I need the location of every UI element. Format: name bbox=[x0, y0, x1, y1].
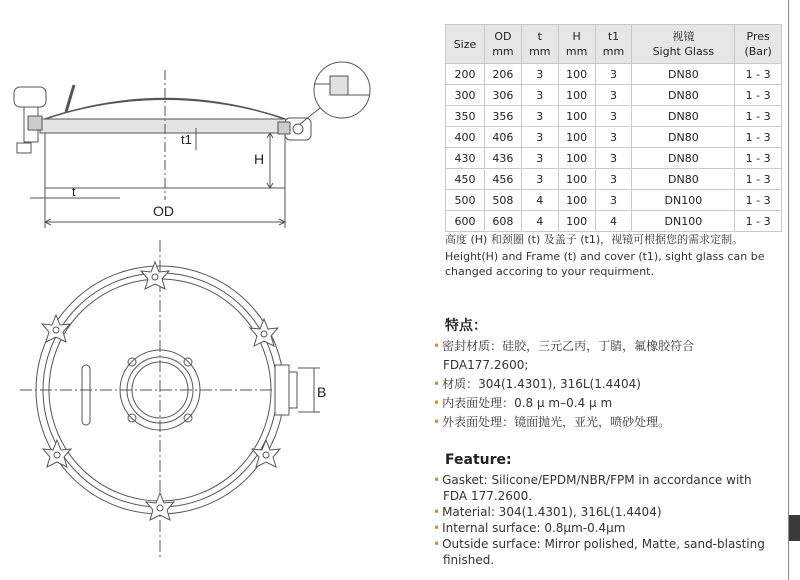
table-cell: 1 - 3 bbox=[735, 148, 782, 169]
feature-item bbox=[433, 472, 765, 488]
table-cell: 3 bbox=[595, 85, 632, 106]
feature-item bbox=[433, 337, 694, 356]
table-cell: 3 bbox=[595, 64, 632, 85]
feature-item bbox=[433, 488, 765, 504]
table-cell: 306 bbox=[485, 85, 522, 106]
table-cell: 1 - 3 bbox=[735, 190, 782, 211]
table-cell: 508 bbox=[485, 190, 522, 211]
table-cell: 450 bbox=[446, 169, 485, 190]
table-cell: DN80 bbox=[632, 169, 735, 190]
table-cell: DN80 bbox=[632, 106, 735, 127]
table-row bbox=[446, 106, 782, 127]
table-cell: 356 bbox=[485, 106, 522, 127]
table-cell: 1 - 3 bbox=[735, 106, 782, 127]
table-cell: 1 - 3 bbox=[735, 169, 782, 190]
table-cell: 3 bbox=[521, 127, 558, 148]
feature-item bbox=[433, 394, 694, 413]
feature-item bbox=[433, 413, 694, 432]
table-cell: DN80 bbox=[632, 148, 735, 169]
table-cell: 3 bbox=[521, 85, 558, 106]
label-t1: t1 bbox=[181, 132, 192, 147]
table-cell: DN100 bbox=[632, 190, 735, 211]
table-cell: 3 bbox=[595, 127, 632, 148]
feature-text: FDA177.2600; bbox=[443, 358, 529, 372]
table-cell: 100 bbox=[558, 64, 595, 85]
table-cell: 3 bbox=[595, 190, 632, 211]
feature-item bbox=[433, 520, 765, 536]
table-cell: 100 bbox=[558, 127, 595, 148]
table-row bbox=[446, 64, 782, 85]
features-cn-list bbox=[433, 337, 694, 432]
table-cell: 456 bbox=[485, 169, 522, 190]
table-cell: 3 bbox=[521, 106, 558, 127]
table-cell: 100 bbox=[558, 211, 595, 232]
table-cell: DN80 bbox=[632, 64, 735, 85]
page-edge-mark bbox=[789, 515, 800, 541]
feature-text: Material: 304(1.4301), 316L(1.4404) bbox=[442, 505, 662, 519]
table-cell: 3 bbox=[521, 148, 558, 169]
features-en-list bbox=[433, 472, 765, 568]
table-row bbox=[446, 127, 782, 148]
feature-text: 密封材质：硅胶，三元乙丙，丁腈，氟橡胶符合 bbox=[442, 339, 695, 353]
table-cell: 600 bbox=[446, 211, 485, 232]
feature-text: 内表面处理：0.8 μ m–0.4 μ m bbox=[442, 396, 613, 410]
label-t: t bbox=[72, 184, 76, 199]
bullet-icon: • bbox=[433, 537, 441, 551]
col-header: t mm bbox=[521, 25, 558, 64]
feature-item bbox=[433, 536, 765, 552]
table-cell: 608 bbox=[485, 211, 522, 232]
table-cell: DN80 bbox=[632, 85, 735, 106]
table-cell: DN100 bbox=[632, 211, 735, 232]
table-cell: 206 bbox=[485, 64, 522, 85]
bullet-icon: • bbox=[433, 473, 441, 487]
feature-item bbox=[433, 356, 694, 375]
table-cell: 4 bbox=[521, 211, 558, 232]
table-cell: 406 bbox=[485, 127, 522, 148]
table-cell: 350 bbox=[446, 106, 485, 127]
table-row bbox=[446, 190, 782, 211]
feature-item bbox=[433, 552, 765, 568]
spec-table bbox=[445, 24, 782, 232]
table-row bbox=[446, 211, 782, 232]
feature-text: FDA 177.2600. bbox=[443, 489, 533, 503]
page-edge bbox=[788, 0, 789, 580]
table-cell: DN80 bbox=[632, 127, 735, 148]
feature-item bbox=[433, 375, 694, 394]
table-cell: 4 bbox=[595, 211, 632, 232]
note-english: Height(H) and Frame (t) and cover (t1), sight glass can be changed accoring to your requirment. bbox=[445, 250, 765, 278]
star-knob bbox=[43, 440, 71, 467]
features-en-title: Feature: bbox=[445, 452, 512, 468]
table-cell: 100 bbox=[558, 190, 595, 211]
table-cell: 1 - 3 bbox=[735, 211, 782, 232]
table-cell: 430 bbox=[446, 148, 485, 169]
table-cell: 4 bbox=[521, 190, 558, 211]
col-header: OD mm bbox=[485, 25, 522, 64]
table-cell: 3 bbox=[595, 148, 632, 169]
table-cell: 100 bbox=[558, 169, 595, 190]
star-knob bbox=[252, 440, 280, 467]
table-row bbox=[446, 169, 782, 190]
label-OD: OD bbox=[153, 203, 174, 219]
bullet-icon: • bbox=[433, 521, 441, 535]
table-cell: 1 - 3 bbox=[735, 64, 782, 85]
table-cell: 3 bbox=[521, 169, 558, 190]
table-cell: 100 bbox=[558, 106, 595, 127]
table-cell: 300 bbox=[446, 85, 485, 106]
table-cell: 1 - 3 bbox=[735, 85, 782, 106]
col-header: 视镜 Sight Glass bbox=[632, 25, 735, 64]
label-H: H bbox=[254, 151, 265, 167]
table-cell: 100 bbox=[558, 148, 595, 169]
bullet-icon: • bbox=[433, 415, 441, 429]
col-header: t1 mm bbox=[595, 25, 632, 64]
feature-text: 外表面处理：镜面抛光，亚光，喷砂处理。 bbox=[442, 415, 671, 429]
table-cell: 100 bbox=[558, 85, 595, 106]
feature-text: Outside surface: Mirror polished, Matte, sand-blasting bbox=[442, 537, 765, 551]
features-cn-title: 特点： bbox=[445, 318, 487, 334]
table-row bbox=[446, 85, 782, 106]
note-chinese: 高度 (H) 和颈圈 (t) 及盖子 (t1)，视镜可根据您的需求定制。 bbox=[445, 233, 744, 246]
table-cell: 400 bbox=[446, 127, 485, 148]
table-row bbox=[446, 148, 782, 169]
bullet-icon: • bbox=[433, 505, 441, 519]
feature-text: Internal surface: 0.8μm-0.4μm bbox=[442, 521, 626, 535]
col-header: H mm bbox=[558, 25, 595, 64]
table-cell: 200 bbox=[446, 64, 485, 85]
table-header-row bbox=[446, 25, 782, 64]
table-cell: 500 bbox=[446, 190, 485, 211]
table-cell: 436 bbox=[485, 148, 522, 169]
label-B: B bbox=[317, 384, 327, 400]
feature-text: Gasket: Silicone/EPDM/NBR/FPM in accordance with bbox=[442, 473, 752, 487]
feature-text: finished. bbox=[443, 553, 495, 567]
bullet-icon: • bbox=[433, 396, 441, 410]
table-cell: 3 bbox=[595, 106, 632, 127]
table-cell: 3 bbox=[595, 169, 632, 190]
bullet-icon: • bbox=[433, 377, 441, 391]
bullet-icon: • bbox=[433, 339, 441, 353]
feature-text: 材质：304(1.4301), 316L(1.4404) bbox=[442, 377, 641, 391]
col-header: Size bbox=[446, 25, 485, 64]
star-knob bbox=[42, 315, 70, 342]
feature-item bbox=[433, 504, 765, 520]
table-cell: 3 bbox=[521, 64, 558, 85]
col-header: Pres (Bar) bbox=[735, 25, 782, 64]
table-cell: 1 - 3 bbox=[735, 127, 782, 148]
